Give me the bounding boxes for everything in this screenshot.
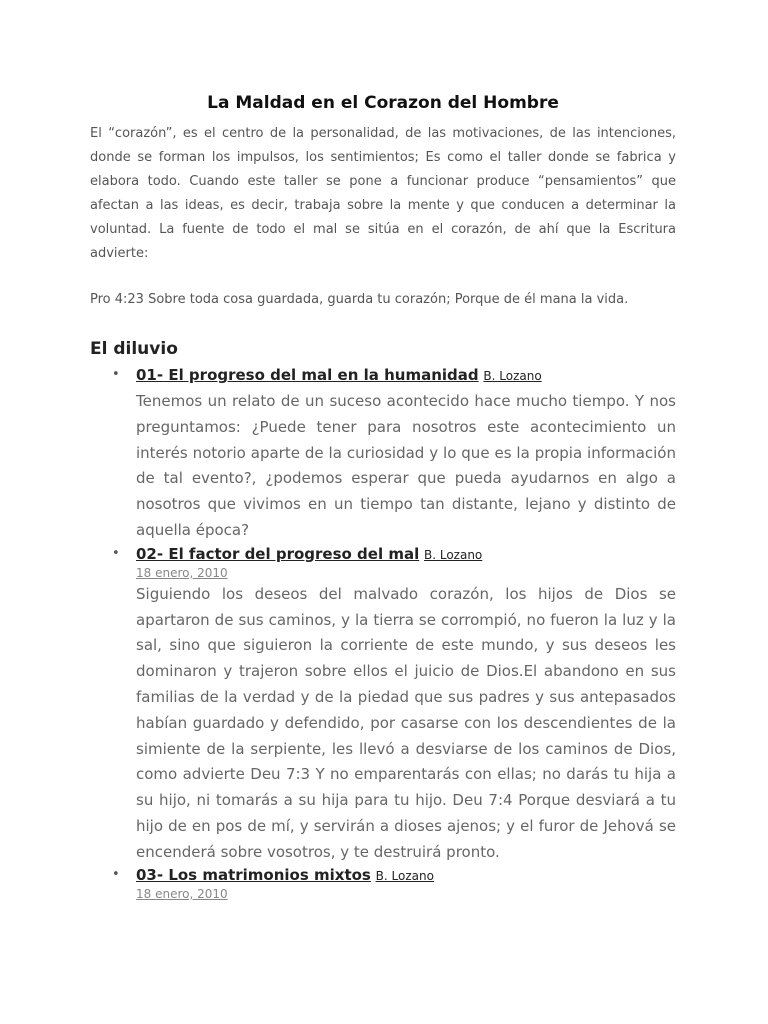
- list-item: [90, 364, 676, 544]
- post-date-link[interactable]: 18 enero, 2010: [136, 565, 228, 580]
- bullet-icon: •: [112, 545, 120, 561]
- post-title-link[interactable]: 03- Los matrimonios mixtos: [136, 865, 371, 884]
- intro-paragraph: El “corazón”, es el centro de la personalidad, de las motivaciones, de las intenciones, donde se forman los impulsos, los sentimientos; Es como el taller donde se fabrica y elabora todo. Cuando este taller se pone a funcionar produce “pensamientos” que afectan a las ideas, es decir, trabaja sobre la mente y que conducen a determinar la voluntad. La fuente de todo el mal se sitúa en el corazón, de ahí que la Escritura advierte:: [90, 126, 676, 261]
- post-header: [136, 364, 676, 387]
- post-list: [90, 364, 676, 901]
- post-title-link[interactable]: 02- El factor del progreso del mal: [136, 544, 420, 563]
- post-header: [136, 543, 676, 566]
- section-heading: El diluvio: [90, 339, 178, 359]
- list-item: [90, 543, 676, 866]
- post-author-link[interactable]: B. Lozano: [483, 369, 542, 383]
- post-excerpt: Tenemos un relato de un suceso acontecido hace mucho tiempo. Y nos preguntamos: ¿Puede tener para nosotros este acontecimiento un interés notorio aparte de la curiosidad y lo que es la propia información de tal evento?, ¿podemos esperar que pueda ayudarnos en algo a nosotros que vivimos en un tiempo tan distante, lejano y distinto de aquella época?: [136, 392, 676, 539]
- post-author-link[interactable]: B. Lozano: [375, 868, 434, 883]
- document-page: [90, 92, 676, 901]
- bullet-icon: •: [112, 866, 120, 882]
- scripture-verse: Pro 4:23 Sobre toda cosa guardada, guarda tu corazón; Porque de él mana la vida.: [90, 292, 629, 307]
- page-title: La Maldad en el Corazon del Hombre: [207, 93, 559, 113]
- list-item: [90, 864, 676, 901]
- post-author-link[interactable]: B. Lozano: [424, 547, 483, 562]
- post-header: [136, 864, 676, 887]
- bullet-icon: •: [112, 367, 120, 382]
- post-date-link[interactable]: 18 enero, 2010: [136, 886, 228, 901]
- post-title-link[interactable]: 01- El progreso del mal en la humanidad: [136, 366, 479, 384]
- post-excerpt: Siguiendo los deseos del malvado corazón, los hijos de Dios se apartaron de sus caminos, y la tierra se corrompió, no fueron la luz y la sal, sino que siguieron la corriente de este mundo, y sus deseos les dominaron y trajeron sobre ellos el juicio de Dios.El abandono en sus familias de la verdad y de la piedad que sus padres y sus antepasados habían guardado y defendido, por casarse con los descendientes de la simiente de la serpiente, les llevó a desviarse de los caminos de Dios, como advierte Deu 7:3 Y no emparentarás con ellas; no darás tu hija a su hijo, ni tomarás a su hija para tu hijo. Deu 7:4 Porque desviará a tu hijo de en pos de mí, y servirán a dioses ajenos; y el furor de Jehová se encenderá sobre vosotros, y te destruirá pronto.: [136, 584, 676, 861]
